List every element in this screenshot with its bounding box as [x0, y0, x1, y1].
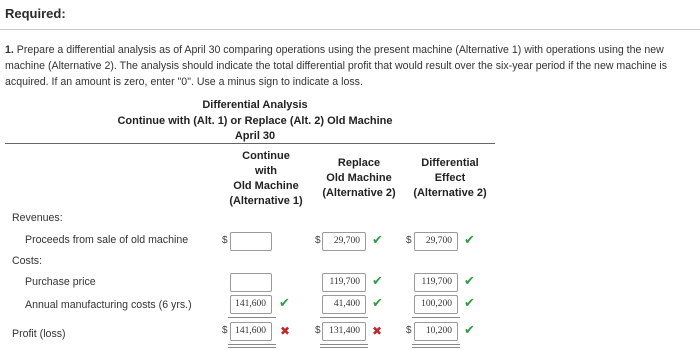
revenues-label: Revenues: — [12, 212, 63, 224]
instruction-text: Prepare a differential analysis as of April 30 comparing operations using the present machine (Alternative 1) with operations using the new machine (Alternative 2). The analysis should indicate the total differential profit that would result over the six-year period if the new machine is acquired. If an amount is zero, enter "0". Use a minus sign to indicate a loss. — [5, 44, 668, 88]
subtotal-line — [228, 317, 276, 318]
manufacturing-alt1-input[interactable]: 141,600 — [230, 295, 272, 314]
total-double-line — [228, 347, 276, 348]
instruction-number: 1. — [5, 44, 14, 56]
column-header-alt1: Continue with Old Machine (Alternative 1) — [229, 150, 303, 207]
profit-alt1-input[interactable]: 141,600 — [230, 322, 272, 341]
profit-alt2-input[interactable]: 131,400 — [322, 322, 366, 341]
section-divider — [0, 29, 700, 30]
profit-label: Profit (loss) — [12, 328, 66, 340]
proceeds-label: Proceeds from sale of old machine — [25, 234, 189, 246]
costs-label: Costs: — [12, 255, 43, 267]
incorrect-x-icon: ✖ — [372, 324, 383, 338]
proceeds-diff-input[interactable]: 29,700 — [414, 232, 458, 251]
header-divider — [5, 143, 495, 144]
total-double-line — [320, 347, 368, 348]
total-double-line — [412, 347, 460, 348]
instructions — [5, 42, 695, 90]
manufacturing-label: Annual manufacturing costs (6 yrs.) — [25, 299, 192, 311]
purchase-alt1-input[interactable] — [230, 273, 272, 292]
manufacturing-diff-input[interactable]: 100,200 — [414, 295, 458, 314]
total-double-line — [228, 344, 276, 345]
total-double-line — [320, 344, 368, 345]
currency-symbol: $ — [315, 325, 321, 336]
purchase-label: Purchase price — [25, 276, 96, 288]
required-heading: Required: — [5, 6, 66, 21]
correct-check-icon: ✔ — [372, 232, 383, 247]
correct-check-icon: ✔ — [279, 295, 290, 310]
correct-check-icon: ✔ — [464, 322, 475, 337]
proceeds-alt1-input[interactable] — [230, 232, 272, 251]
currency-symbol: $ — [406, 235, 412, 246]
correct-check-icon: ✔ — [464, 232, 475, 247]
total-double-line — [412, 344, 460, 345]
correct-check-icon: ✔ — [464, 295, 475, 310]
table-date: April 30 — [234, 130, 276, 142]
correct-check-icon: ✔ — [372, 273, 383, 288]
purchase-diff-input[interactable]: 119,700 — [414, 273, 458, 292]
proceeds-alt2-input[interactable]: 29,700 — [322, 232, 366, 251]
correct-check-icon: ✔ — [372, 295, 383, 310]
column-header-alt2: Replace Old Machine (Alternative 2) — [322, 157, 396, 199]
subtotal-line — [320, 317, 368, 318]
currency-symbol: $ — [222, 235, 228, 246]
profit-diff-input[interactable]: 10,200 — [414, 322, 458, 341]
purchase-alt2-input[interactable]: 119,700 — [322, 273, 366, 292]
currency-symbol: $ — [406, 325, 412, 336]
table-title: Differential Analysis — [202, 99, 308, 111]
currency-symbol: $ — [315, 235, 321, 246]
table-subtitle: Continue with (Alt. 1) or Replace (Alt. 2) Old Machine — [117, 115, 393, 127]
manufacturing-alt2-input[interactable]: 41,400 — [322, 295, 366, 314]
currency-symbol: $ — [222, 325, 228, 336]
subtotal-line — [412, 317, 460, 318]
correct-check-icon: ✔ — [464, 273, 475, 288]
incorrect-x-icon: ✖ — [280, 324, 291, 338]
column-header-diff: Differential Effect (Alternative 2) — [413, 157, 487, 199]
